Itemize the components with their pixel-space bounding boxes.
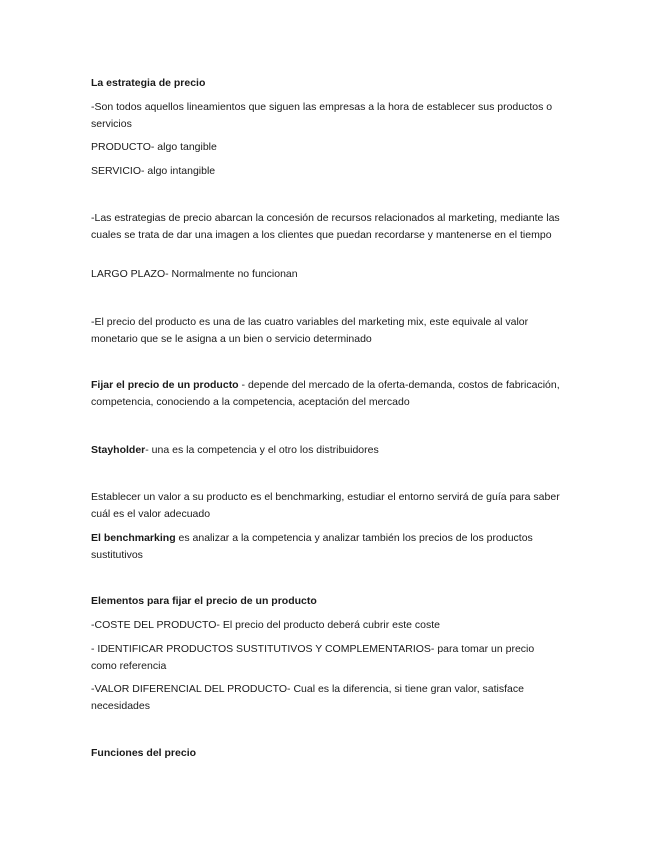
paragraph-coste: -COSTE DEL PRODUCTO- El precio del producto deberá cubrir este coste (91, 619, 440, 631)
paragraph-producto: PRODUCTO- algo tangible (91, 141, 217, 153)
paragraph-marketing-mix: -El precio del producto es una de las cuatro variables del marketing mix, este equivale al valor monetario que se le asigna a un bien o servicio determinado (91, 316, 529, 345)
heading-elementos: Elementos para fijar el precio de un producto (91, 595, 317, 607)
paragraph-servicio: SERVICIO- algo intangible (91, 165, 216, 177)
paragraph-largo-plazo: LARGO PLAZO- Normalmente no funcionan (91, 268, 298, 280)
paragraph-benchmarking-intro: Establecer un valor a su producto es el benchmarking, estudiar el entorno servirá de guía para saber cuál es el valor adecuado (91, 491, 560, 520)
heading-funciones: Funciones del precio (91, 747, 197, 759)
paragraph-valor-diferencial: -VALOR DIFERENCIAL DEL PRODUCTO- Cual es la diferencia, si tiene gran valor, satisface necesidades (91, 683, 524, 712)
paragraph-lineamientos: -Son todos aquellos lineamientos que siguen las empresas a la hora de establecer sus productos o servicios (91, 101, 553, 130)
paragraph-stayholder (91, 442, 561, 459)
paragraph-identificar: - IDENTIFICAR PRODUCTOS SUSTITUTIVOS Y COMPLEMENTARIOS- para tomar un precio como referencia (91, 643, 535, 672)
bold-term: Stayholder (91, 444, 146, 456)
paragraph-benchmarking (91, 530, 561, 563)
bold-term: El benchmarking (91, 532, 176, 544)
paragraph-text: es analizar a la competencia y analizar también los precios de los productos sustitutivos (91, 532, 533, 561)
bold-term: Fijar el precio de un producto (91, 379, 239, 391)
paragraph-estrategias: -Las estrategias de precio abarcan la concesión de recursos relacionados al marketing, mediante las cuales se trata de dar una imagen a los clientes que puedan recordarse y mantenerse en el tiempo (91, 212, 560, 241)
paragraph-text: - depende del mercado de la oferta-demanda, costos de fabricación, competencia, conociendo a la competencia, aceptación del mercado (91, 379, 560, 408)
paragraph-text: - una es la competencia y el otro los distribuidores (145, 444, 379, 456)
heading-estrategia-precio: La estrategia de precio (91, 77, 206, 89)
paragraph-fijar-precio (91, 377, 561, 410)
